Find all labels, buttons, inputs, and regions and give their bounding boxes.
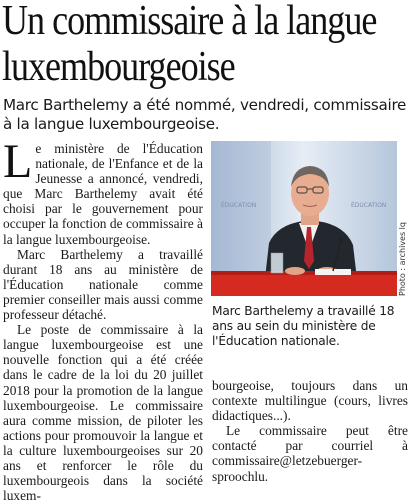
photo-illustration (211, 141, 397, 296)
dropcap: L (3, 135, 33, 188)
paragraph-1-text: e ministère de l'Éducation nationale, de l'Enfance et de la Jeunesse a annoncé, vendredi, que Marc Barthelemy avait été choisi par le gouvernement pour occuper la fonction de commissaire à la langue luxembourgeoise. (3, 141, 203, 247)
paragraph-4: Le commissaire peut être contacté par courriel à commissaire@letzebuerger-sproochlu. (212, 423, 408, 484)
paragraph-3-continued: bourgeoise, toujours dans un contexte multilingue (cours, livres didactiques...). (212, 378, 408, 424)
photo-credit: Photo : archives lq (398, 222, 407, 296)
standfirst: Marc Barthelemy a été nommé, vendredi, commissaire à la langue luxembourgeoise. (3, 96, 407, 133)
headline: Un commissaire à la langue luxembourgeoise (2, 0, 377, 90)
article-column-left (3, 135, 203, 503)
article-column-right (212, 378, 408, 484)
backdrop-text-right: ÉDUCATION (351, 202, 387, 209)
article-photo (211, 141, 397, 296)
paragraph-2: Marc Barthelemy a travaillé durant 18 ans au ministère de l'Éducation nationale comme premier conseiller mais aussi comme professeur détaché. (3, 246, 203, 323)
photo-caption: Marc Barthelemy a travaillé 18 ans au sein du ministère de l'Éducation nationale. (212, 304, 395, 348)
backdrop-text-left: ÉDUCATION (221, 202, 257, 209)
paragraph-3: Le poste de commissaire à la langue luxembourgeoise est une nouvelle fonction qui a été créée dans le cadre de la loi du 20 juillet 2018 pour la promotion de la langue luxembourgeoise. Le commissaire aura comme mission, de piloter les actions pour promouvoir la langue et la culture luxembourgeoises sur 20 ans et renforcer le rôle du luxembourgeois dans la société luxem- (3, 322, 203, 503)
paragraph-1 (3, 135, 203, 247)
